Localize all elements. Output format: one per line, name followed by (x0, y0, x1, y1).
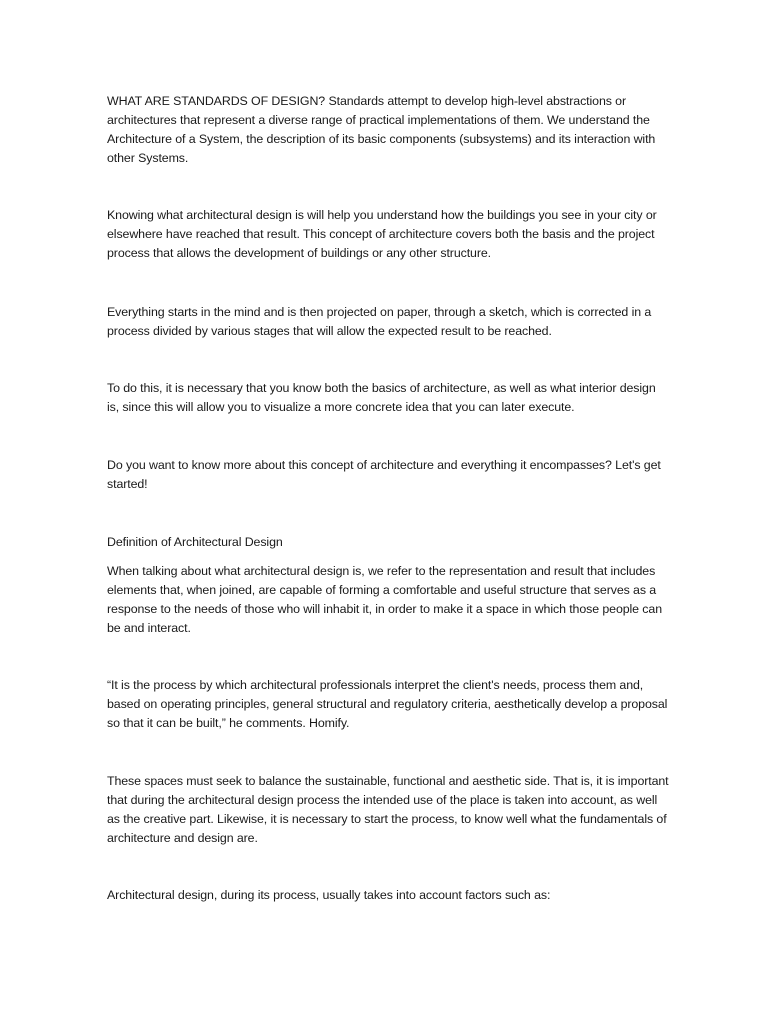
section-heading: Definition of Architectural Design (107, 535, 283, 549)
paragraph-definition: When talking about what architectural design is, we refer to the representation and result that includes elements that, when joined, are capable of forming a comfortable and useful structure that serves as a response to the needs of those who will inhabit it, in order to make it a space in which those people can be and interact. (107, 564, 662, 635)
paragraph-quote-homify: “It is the process by which architectural professionals interpret the client's needs, process them and, based on operating principles, general structural and regulatory criteria, aesthetically develop a proposal so that it can be built,” he comments. Homify. (107, 678, 668, 730)
paragraph-balance-spaces: These spaces must seek to balance the sustainable, functional and aesthetic side. That is, it is important that during the architectural design process the intended use of the place is taken into account, as well as the creative part. Likewise, it is necessary to start the process, to know well what the fundamentals of architecture and design are. (107, 774, 669, 845)
paragraph-everything-starts-in-mind: Everything starts in the mind and is then projected on paper, through a sketch, which is corrected in a process divided by various stages that will allow the expected result to be reached. (107, 305, 652, 338)
paragraph-basics-of-architecture: To do this, it is necessary that you know both the basics of architecture, as well as what interior design is, since this will allow you to visualize a more concrete idea that you can later execute. (107, 381, 656, 414)
paragraph-standards-of-design: WHAT ARE STANDARDS OF DESIGN? Standards attempt to develop high-level abstractions or architectures that represent a diverse range of practical implementations of them. We understand the Architecture of a System, the description of its basic components (subsystems) and its interaction with other Systems. (107, 94, 656, 165)
paragraph-lets-get-started: Do you want to know more about this concept of architecture and everything it encompasses? Let's get started! (107, 458, 661, 491)
paragraph-knowing-architectural-design: Knowing what architectural design is will help you understand how the buildings you see in your city or elsewhere have reached that result. This concept of architecture covers both the basis and the project process that allows the development of buildings or any other structure. (107, 208, 657, 260)
paragraph-factors-intro: Architectural design, during its process, usually takes into account factors such as: (107, 888, 551, 902)
